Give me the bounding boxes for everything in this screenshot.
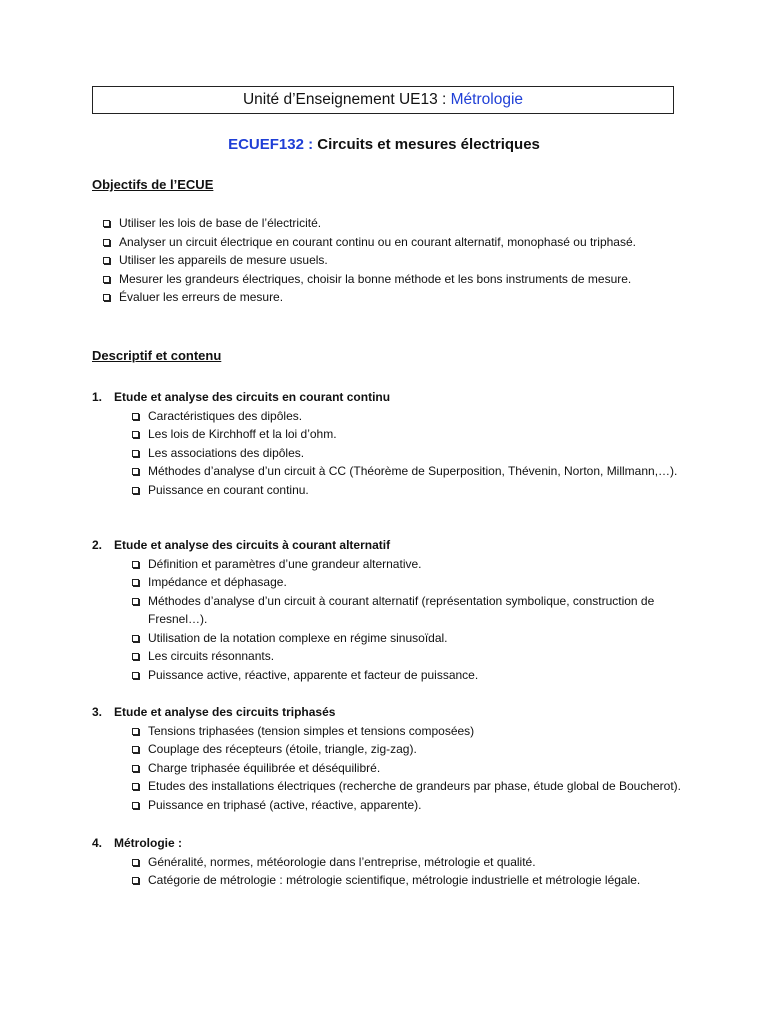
checkbox-bullet-icon bbox=[132, 728, 139, 735]
objectives-heading: Objectifs de l’ECUE bbox=[92, 177, 214, 192]
section-title bbox=[92, 834, 692, 853]
list-item-text: Caractéristiques des dipôles. bbox=[148, 408, 303, 423]
checkbox-bullet-icon bbox=[103, 294, 110, 301]
checkbox-bullet-icon bbox=[103, 239, 110, 246]
list-item-text: Etudes des installations électriques (recherche de grandeurs par phase, étude global de Boucherot). bbox=[148, 779, 681, 793]
content-section bbox=[92, 703, 692, 814]
checkbox-bullet-icon bbox=[132, 765, 139, 772]
objective-text: Évaluer les erreurs de mesure. bbox=[119, 290, 284, 304]
list-item-text: Puissance active, réactive, apparente et facteur de puissance. bbox=[148, 667, 479, 682]
section-title-text: Etude et analyse des circuits à courant alternatif bbox=[114, 538, 391, 552]
checkbox-bullet-icon bbox=[132, 431, 139, 438]
list-item bbox=[130, 759, 692, 778]
list-item-text: Impédance et déphasage. bbox=[148, 575, 287, 589]
checkbox-bullet-icon bbox=[132, 672, 139, 679]
section-number: 4. bbox=[92, 836, 103, 850]
list-item bbox=[130, 555, 692, 574]
list-item-text: Puissance en triphasé (active, réactive, apparente). bbox=[148, 797, 422, 812]
section-number: 1. bbox=[92, 390, 103, 404]
list-item-text: Utilisation de la notation complexe en régime sinusoïdal. bbox=[148, 630, 448, 645]
content-section bbox=[92, 536, 692, 684]
checkbox-bullet-icon bbox=[103, 276, 110, 283]
objective-item bbox=[100, 214, 690, 233]
section-title bbox=[92, 536, 692, 555]
section-item-list bbox=[130, 722, 692, 815]
list-item-text: Charge triphasée équilibrée et déséquilibré. bbox=[148, 760, 381, 775]
objective-text: Utiliser les lois de base de l’électricité. bbox=[119, 216, 322, 230]
checkbox-bullet-icon bbox=[132, 746, 139, 753]
list-item-text: Définition et paramètres d’une grandeur alternative. bbox=[148, 556, 422, 571]
list-item bbox=[130, 462, 692, 481]
checkbox-bullet-icon bbox=[132, 635, 139, 642]
checkbox-bullet-icon bbox=[132, 450, 139, 457]
content-section bbox=[92, 834, 692, 890]
section-number: 3. bbox=[92, 705, 103, 719]
unit-title-box bbox=[92, 86, 674, 114]
list-item bbox=[130, 425, 692, 444]
section-number: 2. bbox=[92, 538, 103, 552]
ecue-title bbox=[0, 136, 768, 153]
checkbox-bullet-icon bbox=[132, 598, 139, 605]
section-item-list bbox=[130, 407, 692, 500]
list-item-text: Tensions triphasées (tension simples et tensions composées) bbox=[148, 723, 475, 738]
checkbox-bullet-icon bbox=[132, 802, 139, 809]
unit-title-accent: Métrologie bbox=[450, 91, 524, 108]
checkbox-bullet-icon bbox=[103, 257, 110, 264]
section-item-list bbox=[130, 555, 692, 685]
list-item-text: Puissance en courant continu. bbox=[148, 482, 309, 497]
checkbox-bullet-icon bbox=[132, 468, 139, 475]
checkbox-bullet-icon bbox=[103, 220, 110, 227]
list-item bbox=[130, 481, 692, 500]
section-title-text: Etude et analyse des circuits en courant continu bbox=[114, 390, 391, 404]
list-item-text: Méthodes d’analyse d’un circuit à CC (Théorème de Superposition, Thévenin, Norton, Millmann,…). bbox=[148, 464, 678, 478]
list-item-text: Les circuits résonnants. bbox=[148, 649, 275, 663]
checkbox-bullet-icon bbox=[132, 859, 139, 866]
objective-item bbox=[100, 270, 690, 289]
section-title bbox=[92, 703, 692, 722]
section-title-text: Etude et analyse des circuits triphasés bbox=[114, 705, 336, 719]
list-item bbox=[130, 573, 692, 592]
list-item bbox=[130, 853, 692, 872]
list-item-text: Méthodes d’analyse d’un circuit à courant alternatif (représentation symbolique, construction de Fresnel…). bbox=[148, 593, 655, 626]
section-title-text: Métrologie : bbox=[114, 836, 182, 850]
list-item bbox=[130, 871, 692, 890]
list-item-text: Catégorie de métrologie : métrologie scientifique, métrologie industrielle et métrologie légale. bbox=[148, 873, 641, 887]
list-item-text: Couplage des récepteurs (étoile, triangle, zig-zag). bbox=[148, 742, 417, 756]
list-item-text: Les associations des dipôles. bbox=[148, 445, 305, 460]
ecue-name: Circuits et mesures électriques bbox=[313, 136, 540, 153]
list-item-text: Les lois de Kirchhoff et la loi d’ohm. bbox=[148, 427, 337, 441]
checkbox-bullet-icon bbox=[132, 877, 139, 884]
objective-item bbox=[100, 288, 690, 307]
list-item bbox=[130, 407, 692, 426]
section-item-list bbox=[130, 853, 692, 890]
objective-text: Analyser un circuit électrique en courant continu ou en courant alternatif, monophasé ou triphasé. bbox=[119, 234, 636, 249]
list-item bbox=[130, 722, 692, 741]
checkbox-bullet-icon bbox=[132, 783, 139, 790]
list-item bbox=[130, 777, 692, 796]
list-item bbox=[130, 592, 692, 629]
checkbox-bullet-icon bbox=[132, 579, 139, 586]
objective-item bbox=[100, 251, 690, 270]
checkbox-bullet-icon bbox=[132, 487, 139, 494]
list-item bbox=[130, 796, 692, 815]
list-item bbox=[130, 666, 692, 685]
list-item bbox=[130, 629, 692, 648]
content-section bbox=[92, 388, 692, 499]
objective-text: Utiliser les appareils de mesure usuels. bbox=[119, 253, 328, 267]
objective-item bbox=[100, 233, 690, 252]
section-title bbox=[92, 388, 692, 407]
list-item bbox=[130, 647, 692, 666]
ecue-code: ECUEF132 : bbox=[228, 136, 314, 153]
checkbox-bullet-icon bbox=[132, 653, 139, 660]
checkbox-bullet-icon bbox=[132, 413, 139, 420]
list-item-text: Généralité, normes, météorologie dans l’entreprise, métrologie et qualité. bbox=[148, 854, 536, 869]
checkbox-bullet-icon bbox=[132, 561, 139, 568]
objective-text: Mesurer les grandeurs électriques, choisir la bonne méthode et les bons instruments de mesure. bbox=[119, 271, 632, 286]
list-item bbox=[130, 444, 692, 463]
list-item bbox=[130, 740, 692, 759]
unit-title-prefix: Unité d’Enseignement UE13 : bbox=[242, 91, 451, 108]
content-heading: Descriptif et contenu bbox=[92, 348, 222, 363]
objectives-list bbox=[100, 214, 690, 307]
